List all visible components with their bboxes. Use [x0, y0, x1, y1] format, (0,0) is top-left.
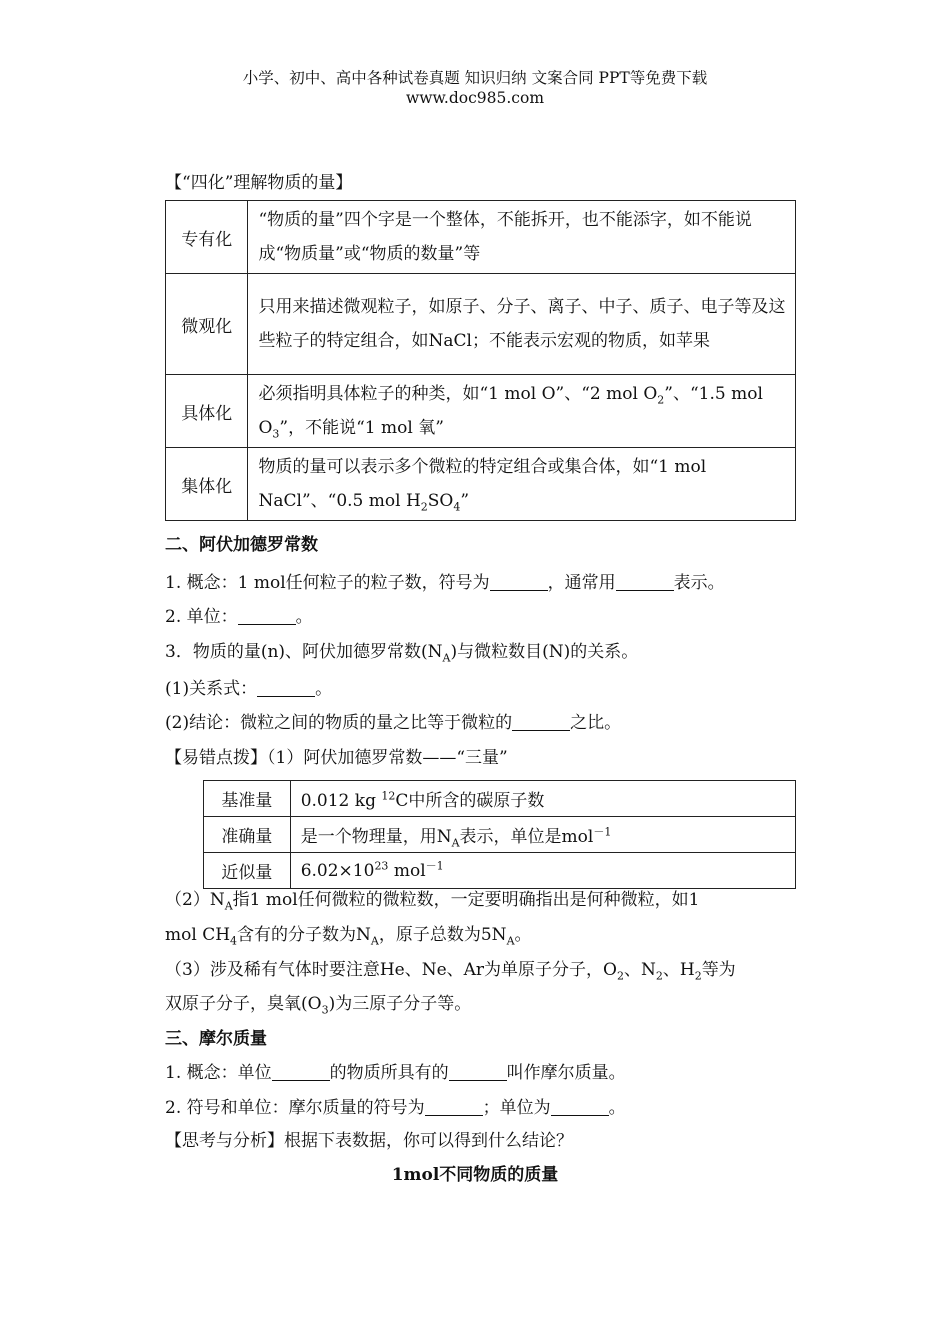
- text-part: 等为: [701, 960, 736, 980]
- text-part: 表示，单位是mol: [459, 827, 594, 847]
- fill-blank: [238, 608, 296, 625]
- table-row: [204, 853, 796, 889]
- row-text: [290, 781, 795, 817]
- table-row: [166, 375, 796, 448]
- text-part: 3．物质的量(n)、阿伏加德罗常数(N: [165, 642, 443, 662]
- text-part: （2）N: [165, 890, 225, 910]
- subscript: A: [442, 651, 451, 665]
- superscript: 23: [374, 858, 389, 872]
- text-part: 双原子分子，臭氧(O: [165, 994, 322, 1014]
- avogadro-line-3: [165, 641, 638, 663]
- text-part: 、H: [662, 960, 695, 980]
- row-label: 集体化: [166, 448, 248, 521]
- tip-point-2-line-2: [165, 924, 532, 946]
- text-part: SO: [427, 491, 454, 511]
- row-text: 只用来描述微观粒子，如原子、分子、离子、中子、质子、电子等及这些粒子的特定组合，如NaCl；不能表示宏观的物质，如苹果: [248, 274, 796, 375]
- table-row: [204, 781, 796, 817]
- row-label: 基准量: [204, 781, 291, 817]
- text-part: ”，不能说“1 mol 氧”: [279, 418, 444, 438]
- text-part: 物质的量可以表示多个微粒的特定组合或集合体，如“1 mol NaCl”、“0.5 mol H: [258, 457, 707, 511]
- three-quantities-table: [203, 780, 796, 889]
- molar-mass-line-1: [165, 1062, 626, 1084]
- table-row: [204, 817, 796, 853]
- text-part: 2. 符号和单位：摩尔质量的符号为: [165, 1098, 425, 1118]
- table-row: [166, 201, 796, 274]
- text-part: mol: [388, 860, 426, 881]
- subscript: 3: [272, 427, 280, 441]
- subscript: 4: [453, 500, 461, 514]
- text-part: 指1 mol任何微粒的微粒数，一定要明确指出是何种微粒，如1: [232, 890, 700, 910]
- text-part: （3）涉及稀有气体时要注意He、Ne、Ar为单原子分子，O: [165, 960, 617, 980]
- row-text: [290, 853, 795, 889]
- subscript: A: [506, 934, 515, 948]
- text-part: ”、“1.5 mol O: [258, 384, 763, 438]
- text-part: 。: [608, 1098, 626, 1118]
- subscript: 2: [655, 969, 663, 983]
- avogadro-line-2: [165, 606, 313, 628]
- row-text: “物质的量”四个字是一个整体，不能拆开，也不能添字，如不能说成“物质量”或“物质的数量”等: [248, 201, 796, 274]
- text-part: 1. 概念：1 mol任何粒子的粒子数，符号为: [165, 573, 490, 593]
- text-part: (1)关系式：: [165, 679, 258, 699]
- row-label: 专有化: [166, 201, 248, 274]
- subscript: 2: [657, 393, 665, 407]
- text-part: 。: [514, 925, 532, 945]
- table-row: [166, 274, 796, 375]
- avogadro-line-4: [165, 678, 332, 700]
- fill-blank: [490, 574, 548, 591]
- text-part: 是一个物理量，用N: [300, 827, 452, 847]
- text-part: 。: [295, 607, 313, 627]
- text-part: ，原子总数为5N: [378, 925, 507, 945]
- section-heading-molar-mass: 三、摩尔质量: [165, 1029, 267, 1049]
- fill-blank: [449, 1064, 507, 1081]
- avogadro-line-5: [165, 712, 621, 734]
- text-part: 叫作摩尔质量。: [506, 1063, 626, 1083]
- fill-blank: [425, 1099, 483, 1116]
- text-part: 、N: [623, 960, 656, 980]
- subscript: 2: [420, 500, 428, 514]
- row-text: [248, 448, 796, 521]
- row-label: 微观化: [166, 274, 248, 375]
- molar-mass-line-2: [165, 1097, 626, 1119]
- avogadro-line-1: [165, 572, 725, 594]
- text-part: mol CH: [165, 925, 231, 945]
- header-banner: 小学、初中、高中各种试卷真题 知识归纳 文案合同 PPT等免费下载: [242, 69, 708, 87]
- row-text: [248, 375, 796, 448]
- superscript: －1: [425, 858, 444, 872]
- text-part: ”: [460, 491, 470, 511]
- text-part: 之比。: [570, 713, 622, 733]
- fill-blank: [551, 1099, 609, 1116]
- section-title-four: 【“四化”理解物质的量】: [165, 173, 353, 193]
- text-part: 。: [315, 679, 333, 699]
- fill-blank: [512, 714, 570, 731]
- row-label: 具体化: [166, 375, 248, 448]
- text-part: )与微粒数目(N)的关系。: [450, 642, 639, 662]
- row-label: 近似量: [204, 853, 291, 889]
- think-and-analyze: 【思考与分析】根据下表数据，你可以得到什么结论？: [165, 1131, 573, 1151]
- text-part: ，通常用: [547, 573, 616, 593]
- tip-point-3-line-1: [165, 959, 736, 981]
- text-part: 6.02×10: [300, 860, 375, 881]
- tip-point-3-line-2: [165, 993, 471, 1015]
- text-part: 的物质所具有的: [329, 1063, 449, 1083]
- section-heading-avogadro: 二、阿伏加德罗常数: [165, 535, 318, 555]
- header-url: www.doc985.com: [405, 89, 545, 107]
- subscript: 4: [230, 934, 238, 948]
- four-table: [165, 200, 796, 521]
- text-part: 含有的分子数为N: [237, 925, 371, 945]
- text-part: 表示。: [673, 573, 725, 593]
- superscript: －1: [593, 825, 612, 839]
- row-text: [290, 817, 795, 853]
- text-part: 必须指明具体粒子的种类，如“1 mol O”、“2 mol O: [258, 384, 658, 404]
- text-part: (2)结论：微粒之间的物质的量之比等于微粒的: [165, 713, 513, 733]
- row-label: 准确量: [204, 817, 291, 853]
- text-part: 2. 单位：: [165, 607, 238, 627]
- subscript: A: [370, 934, 379, 948]
- text-part: ；单位为: [482, 1098, 551, 1118]
- subscript: 3: [321, 1003, 329, 1017]
- text-part: C中所含的碳原子数: [395, 791, 545, 811]
- tip-title: 【易错点拨】（1）阿伏加德罗常数——“三量”: [165, 748, 508, 768]
- fill-blank: [616, 574, 674, 591]
- text-part: 0.012 kg: [300, 791, 382, 811]
- superscript: 12: [381, 789, 396, 803]
- table-row: [166, 448, 796, 521]
- subscript: 2: [694, 969, 702, 983]
- table-title: 1mol不同物质的质量: [391, 1165, 559, 1185]
- text-part: 1. 概念：单位: [165, 1063, 272, 1083]
- fill-blank: [257, 680, 315, 697]
- subscript: 2: [616, 969, 624, 983]
- subscript: A: [224, 899, 233, 913]
- subscript: A: [451, 836, 460, 850]
- text-part: )为三原子分子等。: [328, 994, 472, 1014]
- tip-point-2-line-1: [165, 889, 699, 911]
- fill-blank: [272, 1064, 330, 1081]
